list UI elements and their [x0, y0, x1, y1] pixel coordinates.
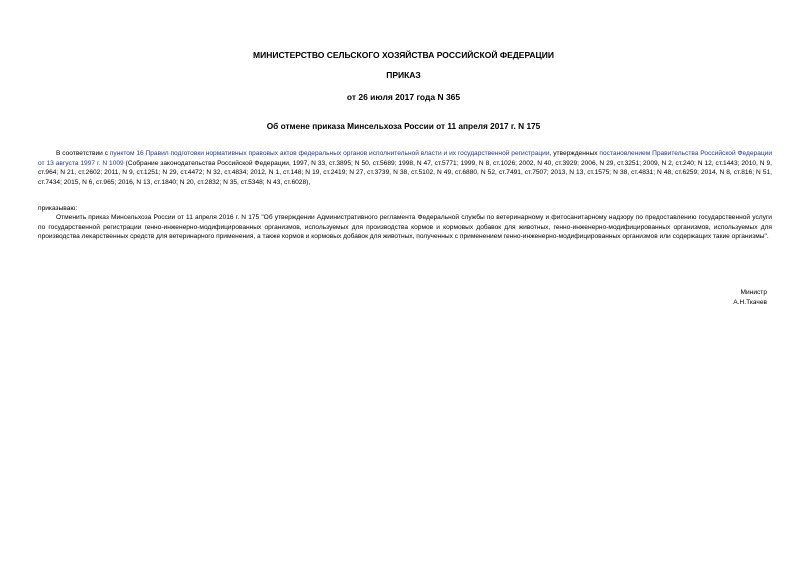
signature-position: Министр	[740, 289, 767, 296]
document-title: Об отмене приказа Минсельхоза России от 11 апреля 2017 г. N 175	[266, 121, 541, 131]
order-body: Отменить приказ Минсельхоза России от 11 апреля 2016 г. N 175 "Об утверждении Административного регламента Федеральной службы по ветеринарному и фитосанитарному надзору по предоставлению государственной услуги по государственной регистрации генно-инженерно-модифицированных организмов, используемых для производства кормов и кормовых добавок для животных, генно-инженерно-модифицированных организмов, используемых для производства лекарственных средств для ветеринарного применения, а также кормов и кормовых добавок для животных, полученных с применением генно-инженерно-модифицированных организмов или содержащих такие организмы".	[38, 214, 772, 241]
order-word: приказываю:	[38, 205, 78, 212]
ministry-name: МИНИСТЕРСТВО СЕЛЬСКОГО ХОЗЯЙСТВА РОССИЙСКОЙ ФЕДЕРАЦИИ	[253, 50, 554, 60]
preamble-paragraph	[38, 149, 772, 187]
preamble-text-2: , утвержденных	[549, 150, 600, 157]
resolution-link[interactable]: постановлением Правительства Российской Федерации от 13 августа 1997 г. N 1009	[38, 150, 773, 167]
preamble-text-3: (Собрание законодательства Российской Федерации, 1997, N 33, ст.3895; N 50, ст.5689; 1998, N 47, ст.5771; 1999, N 8, ст.1026; 2002, N 40, ст.3929; 2006, N 29, ст.3251; 2009, N 2, ст.240; N 12, ст.1443; 2010, N 9, ст.964; N 21, ст.2602; 2011, N 9, ст.1251; N 29, ст.4472; N 32, ст.4834; 2012, N 1, ст.148; N 19, ст.2419; N 27, ст.3739, N 38, ст.5102, N 49, ст.6880, N 52, ст.7491, ст.7507; 2013, N 13, ст.1575; N 38, ст.4831; N 48, ст.6259; 2014, N 8, ст.816; N 51, ст.7434; 2015, N 6, ст.965; 2016, N 13, ст.1840; N 20, ст.2832; N 35, ст.5348; N 43, ст.6028),	[38, 159, 772, 186]
signature-name: А.Н.Ткачев	[733, 299, 767, 306]
document-type: ПРИКАЗ	[386, 70, 421, 80]
preamble-text-1: В соответствии с	[56, 150, 110, 157]
document-date: от 26 июля 2017 года N 365	[346, 92, 461, 102]
rules-link[interactable]: пунктом 16 Правил подготовки нормативных правовых актов федеральных органов исполнительной власти и их государственной регистрации	[109, 150, 550, 157]
